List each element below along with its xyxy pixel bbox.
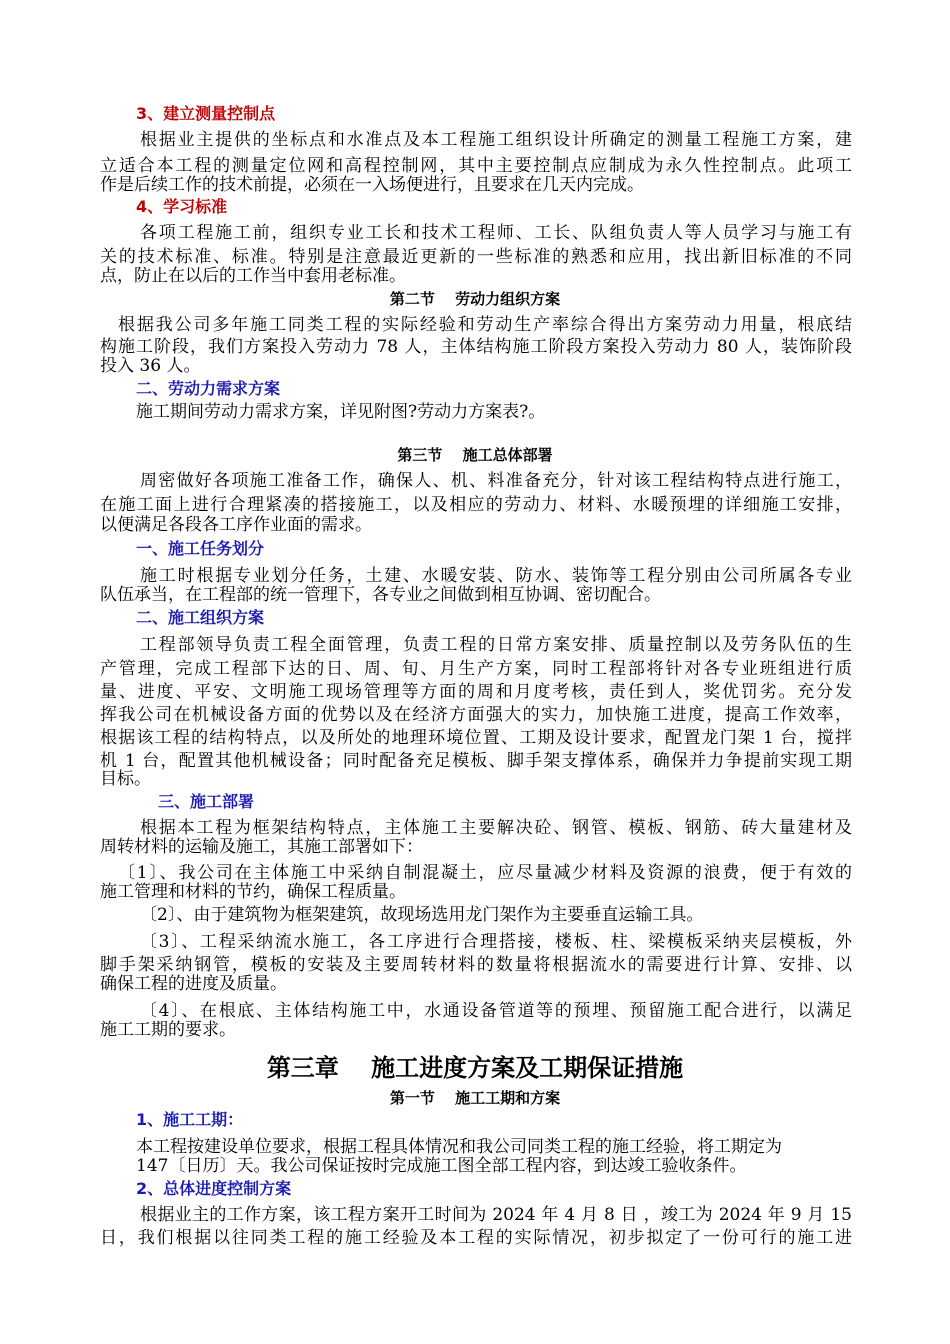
paragraph-line: 〔3〕、工程采纳流水施工，各工序进行合理搭接，楼板、柱、梁模板采纳夹层模板，外	[140, 932, 852, 952]
paragraph-line: 目标。	[100, 769, 151, 789]
paragraph-line: 点，防止在以后的工作当中套用老标准。	[100, 266, 406, 286]
paragraph-line: 根据业主的工作方案，该工程方案开工时间为 2024 年 4 月 8 日 ，竣工为 2024 年 9 月 15	[140, 1205, 852, 1225]
heading-learn-standards: 4、学习标准	[136, 197, 228, 216]
paragraph-line: 以便满足各段各工序作业面的需求。	[100, 515, 372, 535]
heading-construction-deployment: 三、施工部署	[158, 792, 255, 811]
paragraph-line: 投入 36 人。	[100, 356, 201, 376]
paragraph-line: 机 1 台，配置其他机械设备；同时配备充足模板、脚手架支撑体系，确保并力争提前实现工期	[100, 751, 852, 771]
heading-schedule-control: 2、总体进度控制方案	[136, 1179, 292, 1198]
paragraph-line: 作是后续工作的技术前提，必须在一入场便进行，且要求在几天内完成。	[100, 175, 644, 195]
paragraph-line: 工程部领导负责工程全面管理，负责工程的日常方案安排、质量控制以及劳务队伍的生	[140, 635, 852, 655]
paragraph-line: 周密做好各项施工准备工作，确保人、机、料准备充分，针对该工程结构特点进行施工，	[140, 471, 852, 491]
heading-labor-demand: 二、劳动力需求方案	[136, 379, 281, 398]
paragraph-line: 关的技术标准、标准。特别是注意最近更新的一些标准的熟悉和应用，找出新旧标准的不同	[100, 247, 852, 267]
paragraph-line: 周转材料的运输及施工，其施工部署如下：	[100, 837, 423, 857]
section-title-deployment: 第三节 施工总体部署	[397, 446, 553, 464]
paragraph-line: 施工时根据专业划分任务，土建、水暖安装、防水、装饰等工程分别由公司所属各专业	[140, 566, 852, 586]
paragraph-line: 量、进度、平安、文明施工现场管理等方面的周和月度考核，责任到人，奖优罚劣。充分发	[100, 682, 852, 702]
paragraph-line: 147〔日历〕天。我公司保证按时完成施工图全部工程内容，到达竣工验收条件。	[136, 1156, 747, 1176]
heading-task-division: 一、施工任务划分	[136, 539, 265, 558]
paragraph-line: 施工期间劳动力需求方案，详见附图?劳动力方案表?。	[136, 402, 546, 422]
paragraph-line: 根据我公司多年施工同类工程的实际经验和劳动生产率综合得出方案劳动力用量，根底结	[118, 315, 852, 335]
paragraph-line: 构施工阶段，我们方案投入劳动力 78 人，主体结构施工阶段方案投入劳动力 80 人，装饰阶段	[100, 337, 852, 357]
paragraph-line: 确保工程的进度及质量。	[100, 974, 287, 994]
paragraph-line: 〔2〕、由于建筑物为框架建筑，故现场选用龙门架作为主要垂直运输工具。	[140, 905, 704, 925]
paragraph-line: 各项工程施工前，组织专业工长和技术工程师、工长、队组负责人等人员学习与施工有	[140, 223, 852, 243]
section-title-labor: 第二节 劳动力组织方案	[389, 290, 561, 308]
paragraph-line: 产管理，完成工程部下达的日、周、旬、月生产方案，同时工程部将针对各专业班组进行质	[100, 659, 852, 679]
paragraph-line: 〔1〕、我公司在主体施工中采纳自制混凝土，应尽量减少材料及资源的浪费，便于有效的	[118, 863, 852, 883]
paragraph-line: 根据该工程的结构特点，以及所处的地理环境位置、工期及设计要求，配置龙门架 1 台，搅拌	[100, 728, 852, 748]
heading-survey-control: 3、建立测量控制点	[136, 104, 276, 123]
paragraph-line: 在施工面上进行合理紧凑的搭接施工，以及相应的劳动力、材料、水暖预埋的详细施工安排，	[100, 495, 852, 515]
paragraph-line: 脚手架采纳钢管，模板的安装及主要周转材料的数量将根据流水的需要进行计算、安排、以	[100, 955, 852, 975]
paragraph-line: 根据业主提供的坐标点和水准点及本工程施工组织设计所确定的测量工程施工方案，建	[140, 130, 852, 150]
heading-construction-period: 1、施工工期：	[136, 1110, 244, 1129]
paragraph-line: 施工管理和材料的节约，确保工程质量。	[100, 882, 406, 902]
paragraph-line: 队伍承当，在工程部的统一管理下，各专业之间做到相互协调、密切配合。	[100, 585, 661, 605]
paragraph-line: 本工程按建设单位要求，根据工程具体情况和我公司同类工程的施工经验，将工期定为	[136, 1137, 782, 1157]
paragraph-line: 〔4〕、在根底、主体结构施工中，水通设备管道等的预埋、预留施工配合进行，以满足	[140, 1001, 852, 1021]
paragraph-line: 日，我们根据以往同类工程的施工经验及本工程的实际情况，初步拟定了一份可行的施工进	[100, 1228, 852, 1248]
paragraph-line: 挥我公司在机械设备方面的优势以及在经济方面强大的实力，加快施工进度，提高工作效率，	[100, 705, 852, 725]
section-title-schedule: 第一节 施工工期和方案	[389, 1089, 561, 1107]
paragraph-line: 立适合本工程的测量定位网和高程控制网，其中主要控制点应制成为永久性控制点。此项工	[100, 156, 852, 176]
chapter-title: 第三章 施工进度方案及工期保证措施	[266, 1054, 684, 1082]
paragraph-line: 根据本工程为框架结构特点，主体施工主要解决砼、钢管、模板、钢筋、砖大量建材及	[140, 818, 852, 838]
heading-organization-plan: 二、施工组织方案	[136, 608, 265, 627]
paragraph-line: 施工工期的要求。	[100, 1020, 236, 1040]
